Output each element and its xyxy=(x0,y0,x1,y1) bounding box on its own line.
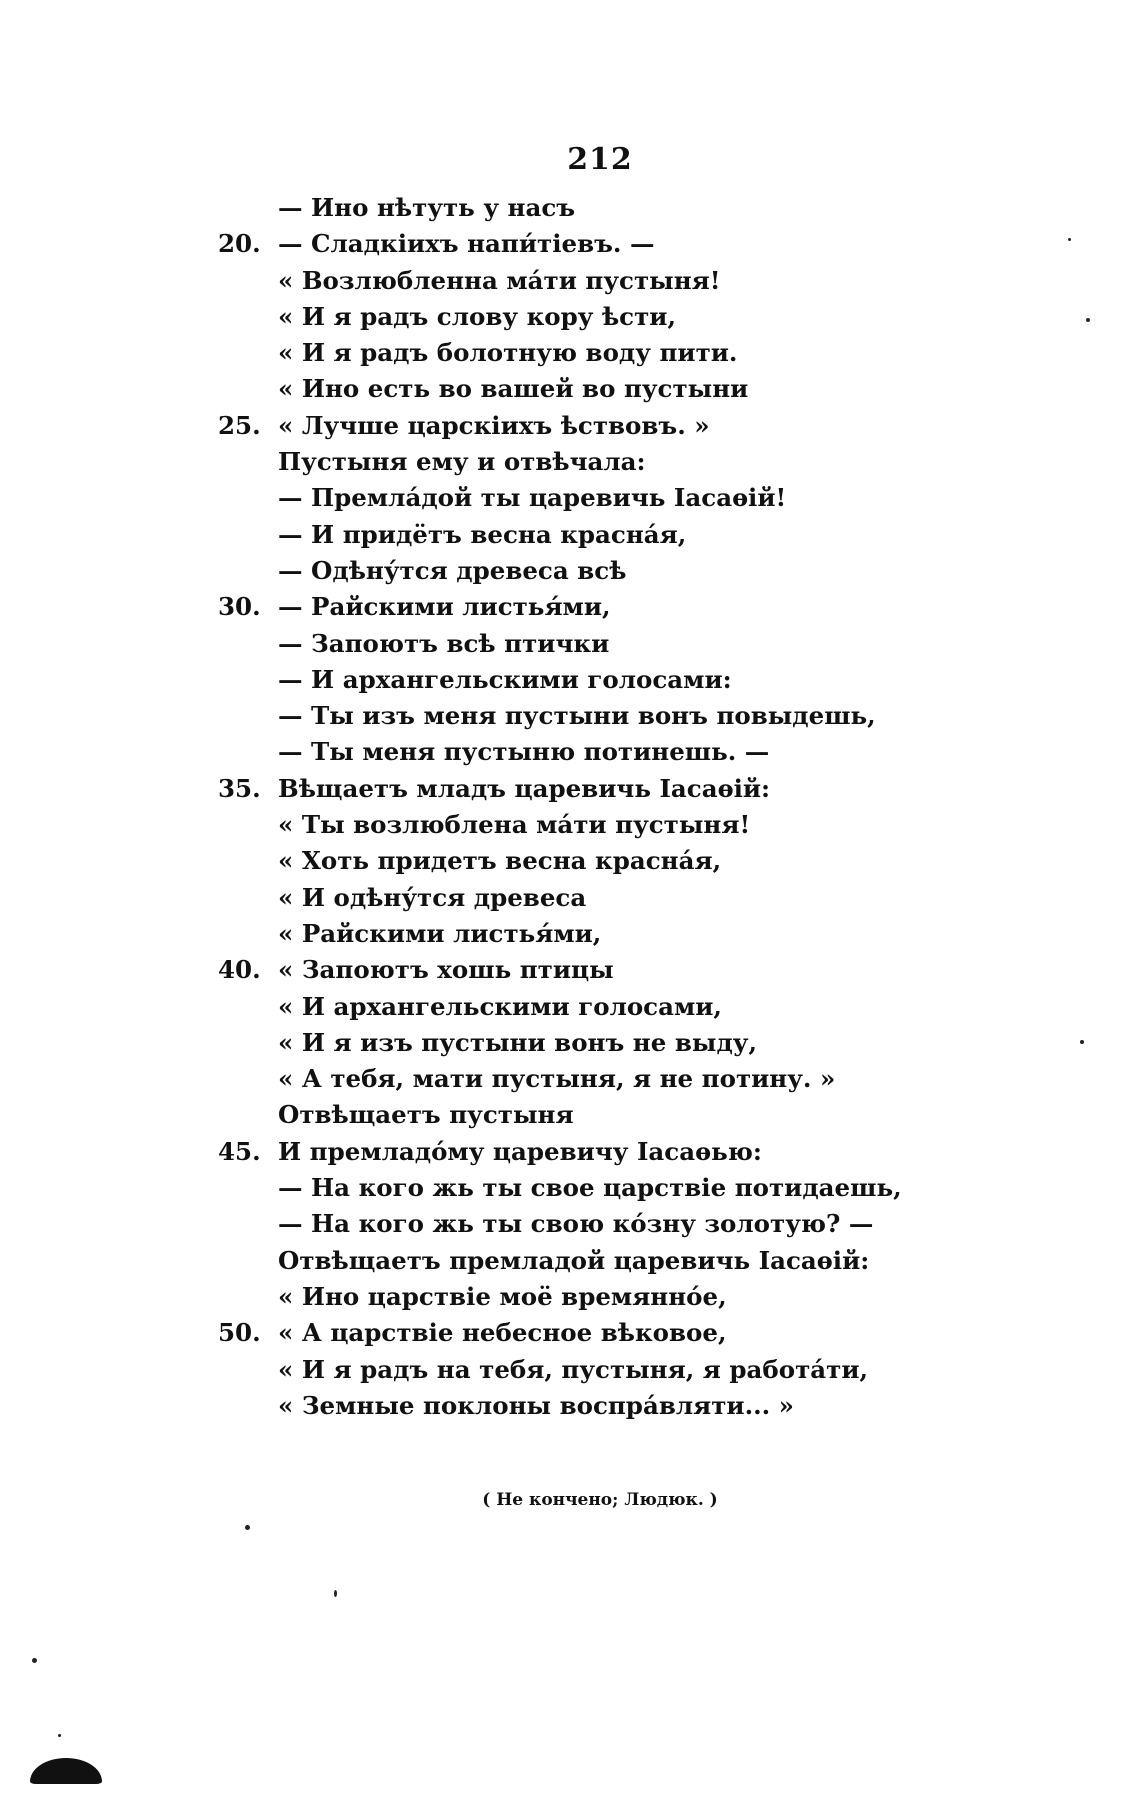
poem-line xyxy=(218,662,1038,698)
poem-body xyxy=(218,190,1038,1424)
poem-line xyxy=(218,517,1038,553)
scan-speck xyxy=(1068,238,1071,241)
poem-line xyxy=(218,771,1038,807)
line-text: — Сладкіихъ напи́тіевъ. — xyxy=(278,229,655,259)
poem-line xyxy=(218,807,1038,843)
poem-line xyxy=(218,190,1038,226)
poem-line xyxy=(218,480,1038,516)
line-text: — Ты изъ меня пустыни вонъ повыдешь, xyxy=(278,701,876,731)
poem-line xyxy=(218,299,1038,335)
poem-line xyxy=(218,734,1038,770)
poem-line xyxy=(218,1206,1038,1242)
line-text: « И одѣну́тся древеса xyxy=(278,882,587,912)
poem-line xyxy=(218,408,1038,444)
poem-line xyxy=(218,226,1038,262)
line-text: — Одѣну́тся древеса всѣ xyxy=(278,555,627,585)
poem-line xyxy=(218,989,1038,1025)
line-text: — Запоютъ всѣ птички xyxy=(278,628,610,658)
scan-speck xyxy=(1086,318,1090,322)
line-text: « И архангельскими голосами, xyxy=(278,991,722,1021)
line-number: 50. xyxy=(218,1318,261,1348)
poem-line xyxy=(218,1170,1038,1206)
scan-speck xyxy=(1080,1040,1084,1044)
poem-line xyxy=(218,589,1038,625)
line-text: « Хоть придетъ весна красна́я, xyxy=(278,846,722,876)
line-text: « Ты возлюблена ма́ти пустыня! xyxy=(278,810,751,840)
line-text: — На кого жь ты свое царствіе потидаешь, xyxy=(278,1173,902,1203)
line-text: — Ты меня пустыню потинешь. — xyxy=(278,737,770,767)
poem-line xyxy=(218,1279,1038,1315)
line-text: — Ино нѣтуть у насъ xyxy=(278,193,576,222)
scan-speck xyxy=(32,1658,37,1663)
poem-line xyxy=(218,444,1038,480)
line-text: — На кого жь ты свою ко́зну золотую? — xyxy=(278,1209,874,1239)
line-number: 20. xyxy=(218,229,261,259)
poem-line xyxy=(218,1097,1038,1133)
poem-line xyxy=(218,1388,1038,1424)
poem-line xyxy=(218,263,1038,299)
ink-blot xyxy=(30,1758,102,1784)
line-text: « Запоютъ хошь птицы xyxy=(278,955,614,985)
line-text: « Земные поклоны воспра́вляти... » xyxy=(278,1390,794,1420)
poem-line xyxy=(218,626,1038,662)
line-number: 40. xyxy=(218,955,261,985)
scan-speck xyxy=(58,1734,61,1737)
line-text: « А царствіе небесное вѣковое, xyxy=(278,1318,727,1348)
line-text: « И я радъ болотную воду пити. xyxy=(278,338,738,368)
poem-line xyxy=(218,1243,1038,1279)
poem-line xyxy=(218,1352,1038,1388)
scan-speck xyxy=(245,1525,250,1530)
poem-line xyxy=(218,371,1038,407)
poem-line xyxy=(218,553,1038,589)
poem-line xyxy=(218,916,1038,952)
line-text: — И архангельскими голосами: xyxy=(278,664,732,694)
line-text: « Возлюбленна ма́ти пустыня! xyxy=(278,265,721,295)
poem-line xyxy=(218,843,1038,879)
line-number: 35. xyxy=(218,773,261,803)
line-number: 30. xyxy=(218,592,261,622)
line-text: Отвѣщаетъ премладой царевичь Іасаѳій: xyxy=(278,1245,870,1275)
line-text: — Премла́дой ты царевичь Іасаѳій! xyxy=(278,483,787,513)
poem-line xyxy=(218,952,1038,988)
line-text: — Райскими листья́ми, xyxy=(278,592,611,622)
line-text: « Лучше царскіихъ ѣствовъ. » xyxy=(278,410,710,440)
line-text: Отвѣщаетъ пустыня xyxy=(278,1100,574,1130)
line-text: « Ино есть во вашей во пустыни xyxy=(278,374,749,404)
poem-line xyxy=(218,698,1038,734)
line-text: « И я радъ слову кору ѣсти, xyxy=(278,301,676,331)
line-text: « А тебя, мати пустыня, я не потину. » xyxy=(278,1064,836,1094)
line-text: Вѣщаетъ младъ царевичь Іасаѳій: xyxy=(278,773,771,803)
line-text: « Райскими листья́ми, xyxy=(278,918,602,948)
line-text: « Ино царствіе моё времянно́е, xyxy=(278,1281,727,1311)
line-text: И премладо́му царевичу Іасаѳью: xyxy=(278,1136,762,1166)
poem-line xyxy=(218,1061,1038,1097)
line-number: 45. xyxy=(218,1136,261,1166)
poem-line xyxy=(218,880,1038,916)
line-text: « И я изъ пустыни вонъ не выду, xyxy=(278,1027,757,1057)
poem-line xyxy=(218,1134,1038,1170)
poem-line xyxy=(218,335,1038,371)
page-number: 212 xyxy=(567,142,633,177)
footer-note: ( Не кончено; Людюк. ) xyxy=(482,1490,718,1510)
line-number: 25. xyxy=(218,410,261,440)
poem-line xyxy=(218,1315,1038,1351)
line-text: — И придётъ весна красна́я, xyxy=(278,519,687,549)
line-text: « И я радъ на тебя, пустыня, я работа́ти, xyxy=(278,1354,869,1384)
line-text: Пустыня ему и отвѣчала: xyxy=(278,447,646,477)
poem-line xyxy=(218,1025,1038,1061)
scan-speck xyxy=(334,1590,337,1597)
